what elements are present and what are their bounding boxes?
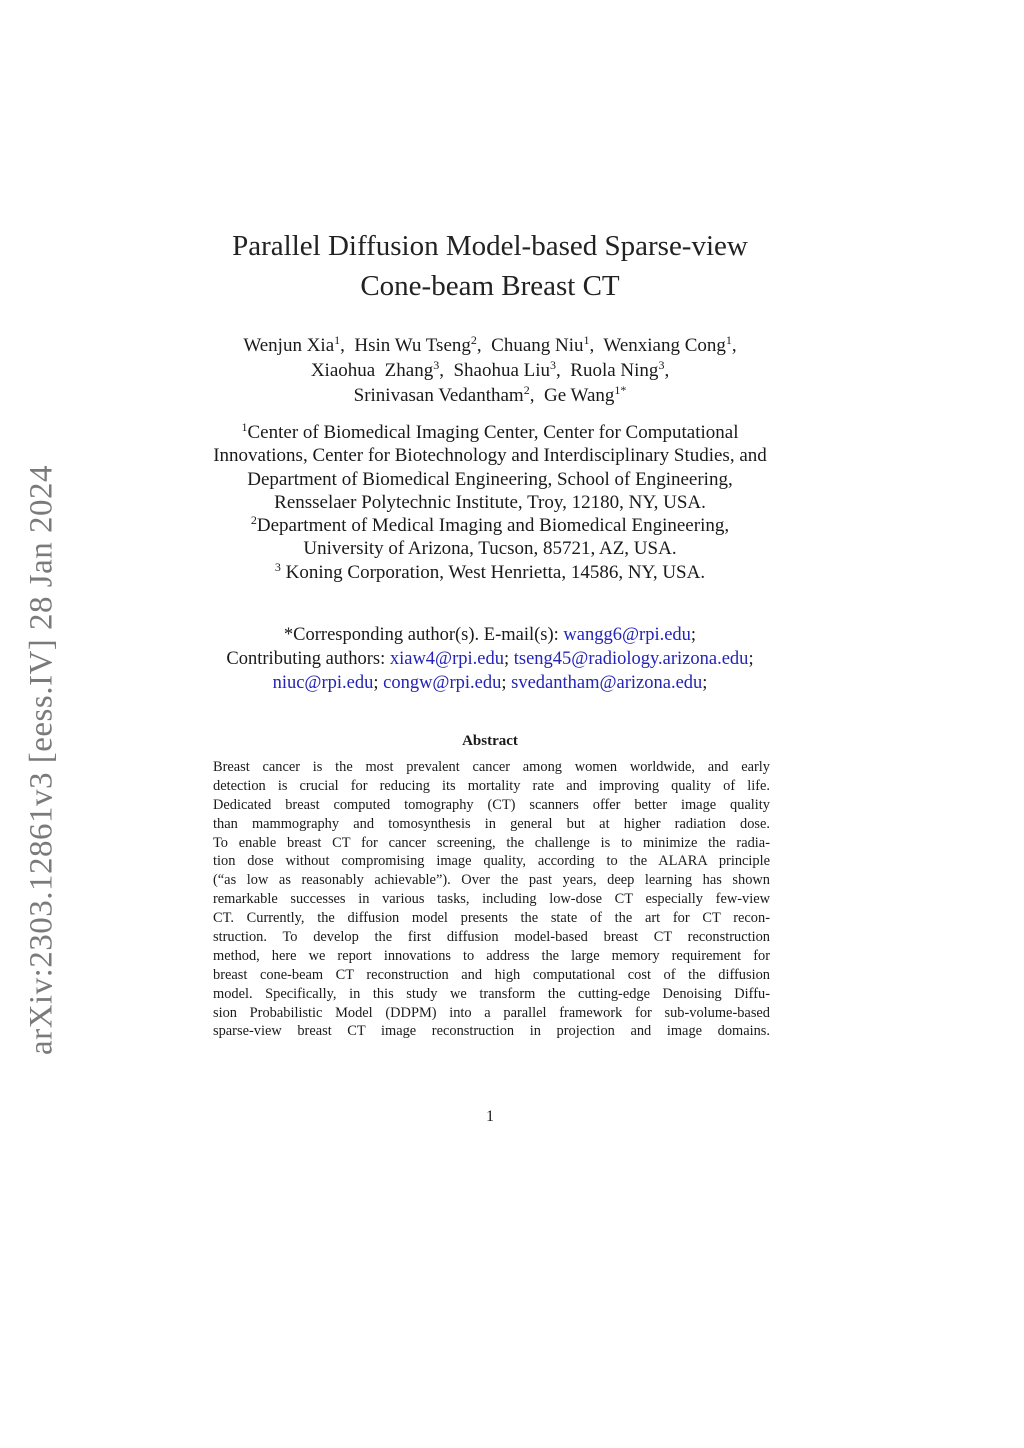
affiliation-2-line-1: $^2$Department of Medical Imaging and Biomedical Engineering, xyxy=(250,513,730,537)
title-line-2: Cone-beam Breast CT xyxy=(360,270,620,302)
abstract-line: Dedicated breast computed tomography (CT) scanners offer better image quality xyxy=(213,796,770,813)
abstract-line: breast cone-beam CT reconstruction and high computational cost of the diffusion xyxy=(213,966,770,983)
affiliation-2-line-2: University of Arizona, Tucson, 85721, AZ, USA. xyxy=(303,538,677,560)
abstract-line: remarkable successes in various tasks, including low-dose CT especially few-view xyxy=(213,891,770,908)
abstract-line: method, here we report innovations to address the large memory requirement for xyxy=(213,947,770,964)
abstract-line: Breast cancer is the most prevalent cancer among women worldwide, and early xyxy=(213,759,770,775)
abstract-line: tion dose without compromising image quality, according to the ALARA principle xyxy=(213,853,770,870)
email-link[interactable]: congw@rpi.edu xyxy=(383,673,502,693)
author: Hsin Wu Tseng$^2$ xyxy=(354,333,477,356)
affiliation-3-line-1: $^3$ Koning Corporation, West Henrietta, 14586, NY, USA. xyxy=(274,559,706,583)
abstract-line: struction. To develop the first diffusion model-based breast CT reconstruction xyxy=(213,929,770,946)
author-list xyxy=(150,333,830,408)
email-link[interactable]: wangg6@rpi.edu xyxy=(563,625,691,645)
abstract-line: than mammography and tomosynthesis in general but at higher radiation dose. xyxy=(213,815,770,832)
author-line-3: Srinivasan Vedantham$^2$, Ge Wang$^{1*}$ xyxy=(353,383,627,406)
affiliation-1-line-4: Rensselaer Polytechnic Institute, Troy, 12180, NY, USA. xyxy=(274,491,706,513)
email-link[interactable]: xiaw4@rpi.edu xyxy=(389,649,504,669)
corresponding-author-line: *Corresponding author(s). E-mail(s): wangg6@rpi.edu; xyxy=(283,625,697,645)
page-number: 1 xyxy=(486,1108,494,1125)
email-link[interactable]: tseng45@radiology.arizona.edu xyxy=(513,649,749,669)
author: Shaohua Liu$^3$ xyxy=(453,358,557,381)
title-line-1: Parallel Diffusion Model-based Sparse-view xyxy=(232,230,748,262)
affiliation-1-line-2: Innovations, Center for Biotechnology and Interdisciplinary Studies, and xyxy=(213,445,767,467)
abstract-line: detection is crucial for reducing its mortality rate and improving quality of life. xyxy=(213,777,770,794)
email-link[interactable]: svedantham@arizona.edu xyxy=(511,673,703,693)
contributing-authors-line: Contributing authors: xiaw4@rpi.edu; tseng45@radiology.arizona.edu; xyxy=(226,649,754,669)
abstract-line: model. Specifically, in this study we transform the cutting-edge Denoising Diffu- xyxy=(213,985,770,1002)
contributing-authors-line-2: niuc@rpi.edu; congw@rpi.edu; svedantham@arizona.edu; xyxy=(272,673,708,693)
abstract-line: (“as low as reasonably achievable”). Over the past years, deep learning has shown xyxy=(213,872,770,889)
author: Wenjun Xia$^1$ xyxy=(243,333,341,356)
email-link[interactable]: niuc@rpi.edu xyxy=(272,673,374,693)
affiliation-1-line-3: Department of Biomedical Engineering, School of Engineering, xyxy=(247,468,733,490)
author: Wenxiang Cong$^1$ xyxy=(603,333,732,356)
abstract-line: sparse-view breast CT image reconstruction in projection and image domains. xyxy=(213,1023,770,1040)
contact-emails xyxy=(150,623,830,695)
affiliations xyxy=(150,421,830,584)
paper-title xyxy=(150,226,830,306)
author-line-1: Wenjun Xia$^1$, Hsin Wu Tseng$^2$, Chuang Niu$^1$, Wenxiang Cong$^1$, xyxy=(243,333,737,356)
author: Ge Wang$^{1*}$ xyxy=(543,383,627,406)
abstract-line: CT. Currently, the diffusion model presents the state of the art for CT recon- xyxy=(213,910,770,927)
author-line-2: Xiaohua Zhang$^3$, Shaohua Liu$^3$, Ruola Ning$^3$, xyxy=(310,358,670,381)
abstract-body xyxy=(213,758,770,1041)
author: Ruola Ning$^3$ xyxy=(570,358,665,381)
author: Chuang Niu$^1$ xyxy=(491,333,590,356)
abstract-heading: Abstract xyxy=(462,733,518,749)
arxiv-identifier-stamp: arXiv:2303.12861v3 [eess.IV] 28 Jan 2024 xyxy=(23,464,60,1056)
affiliation-1-line-1: $^1$Center of Biomedical Imaging Center, Center for Computational xyxy=(241,420,739,443)
author: Xiaohua Zhang$^3$ xyxy=(310,358,440,381)
abstract-line: sion Probabilistic Model (DDPM) into a parallel framework for sub-volume-based xyxy=(213,1004,770,1021)
author: Srinivasan Vedantham$^2$ xyxy=(353,383,530,406)
abstract-line: To enable breast CT for cancer screening, the challenge is to minimize the radia- xyxy=(213,834,770,851)
